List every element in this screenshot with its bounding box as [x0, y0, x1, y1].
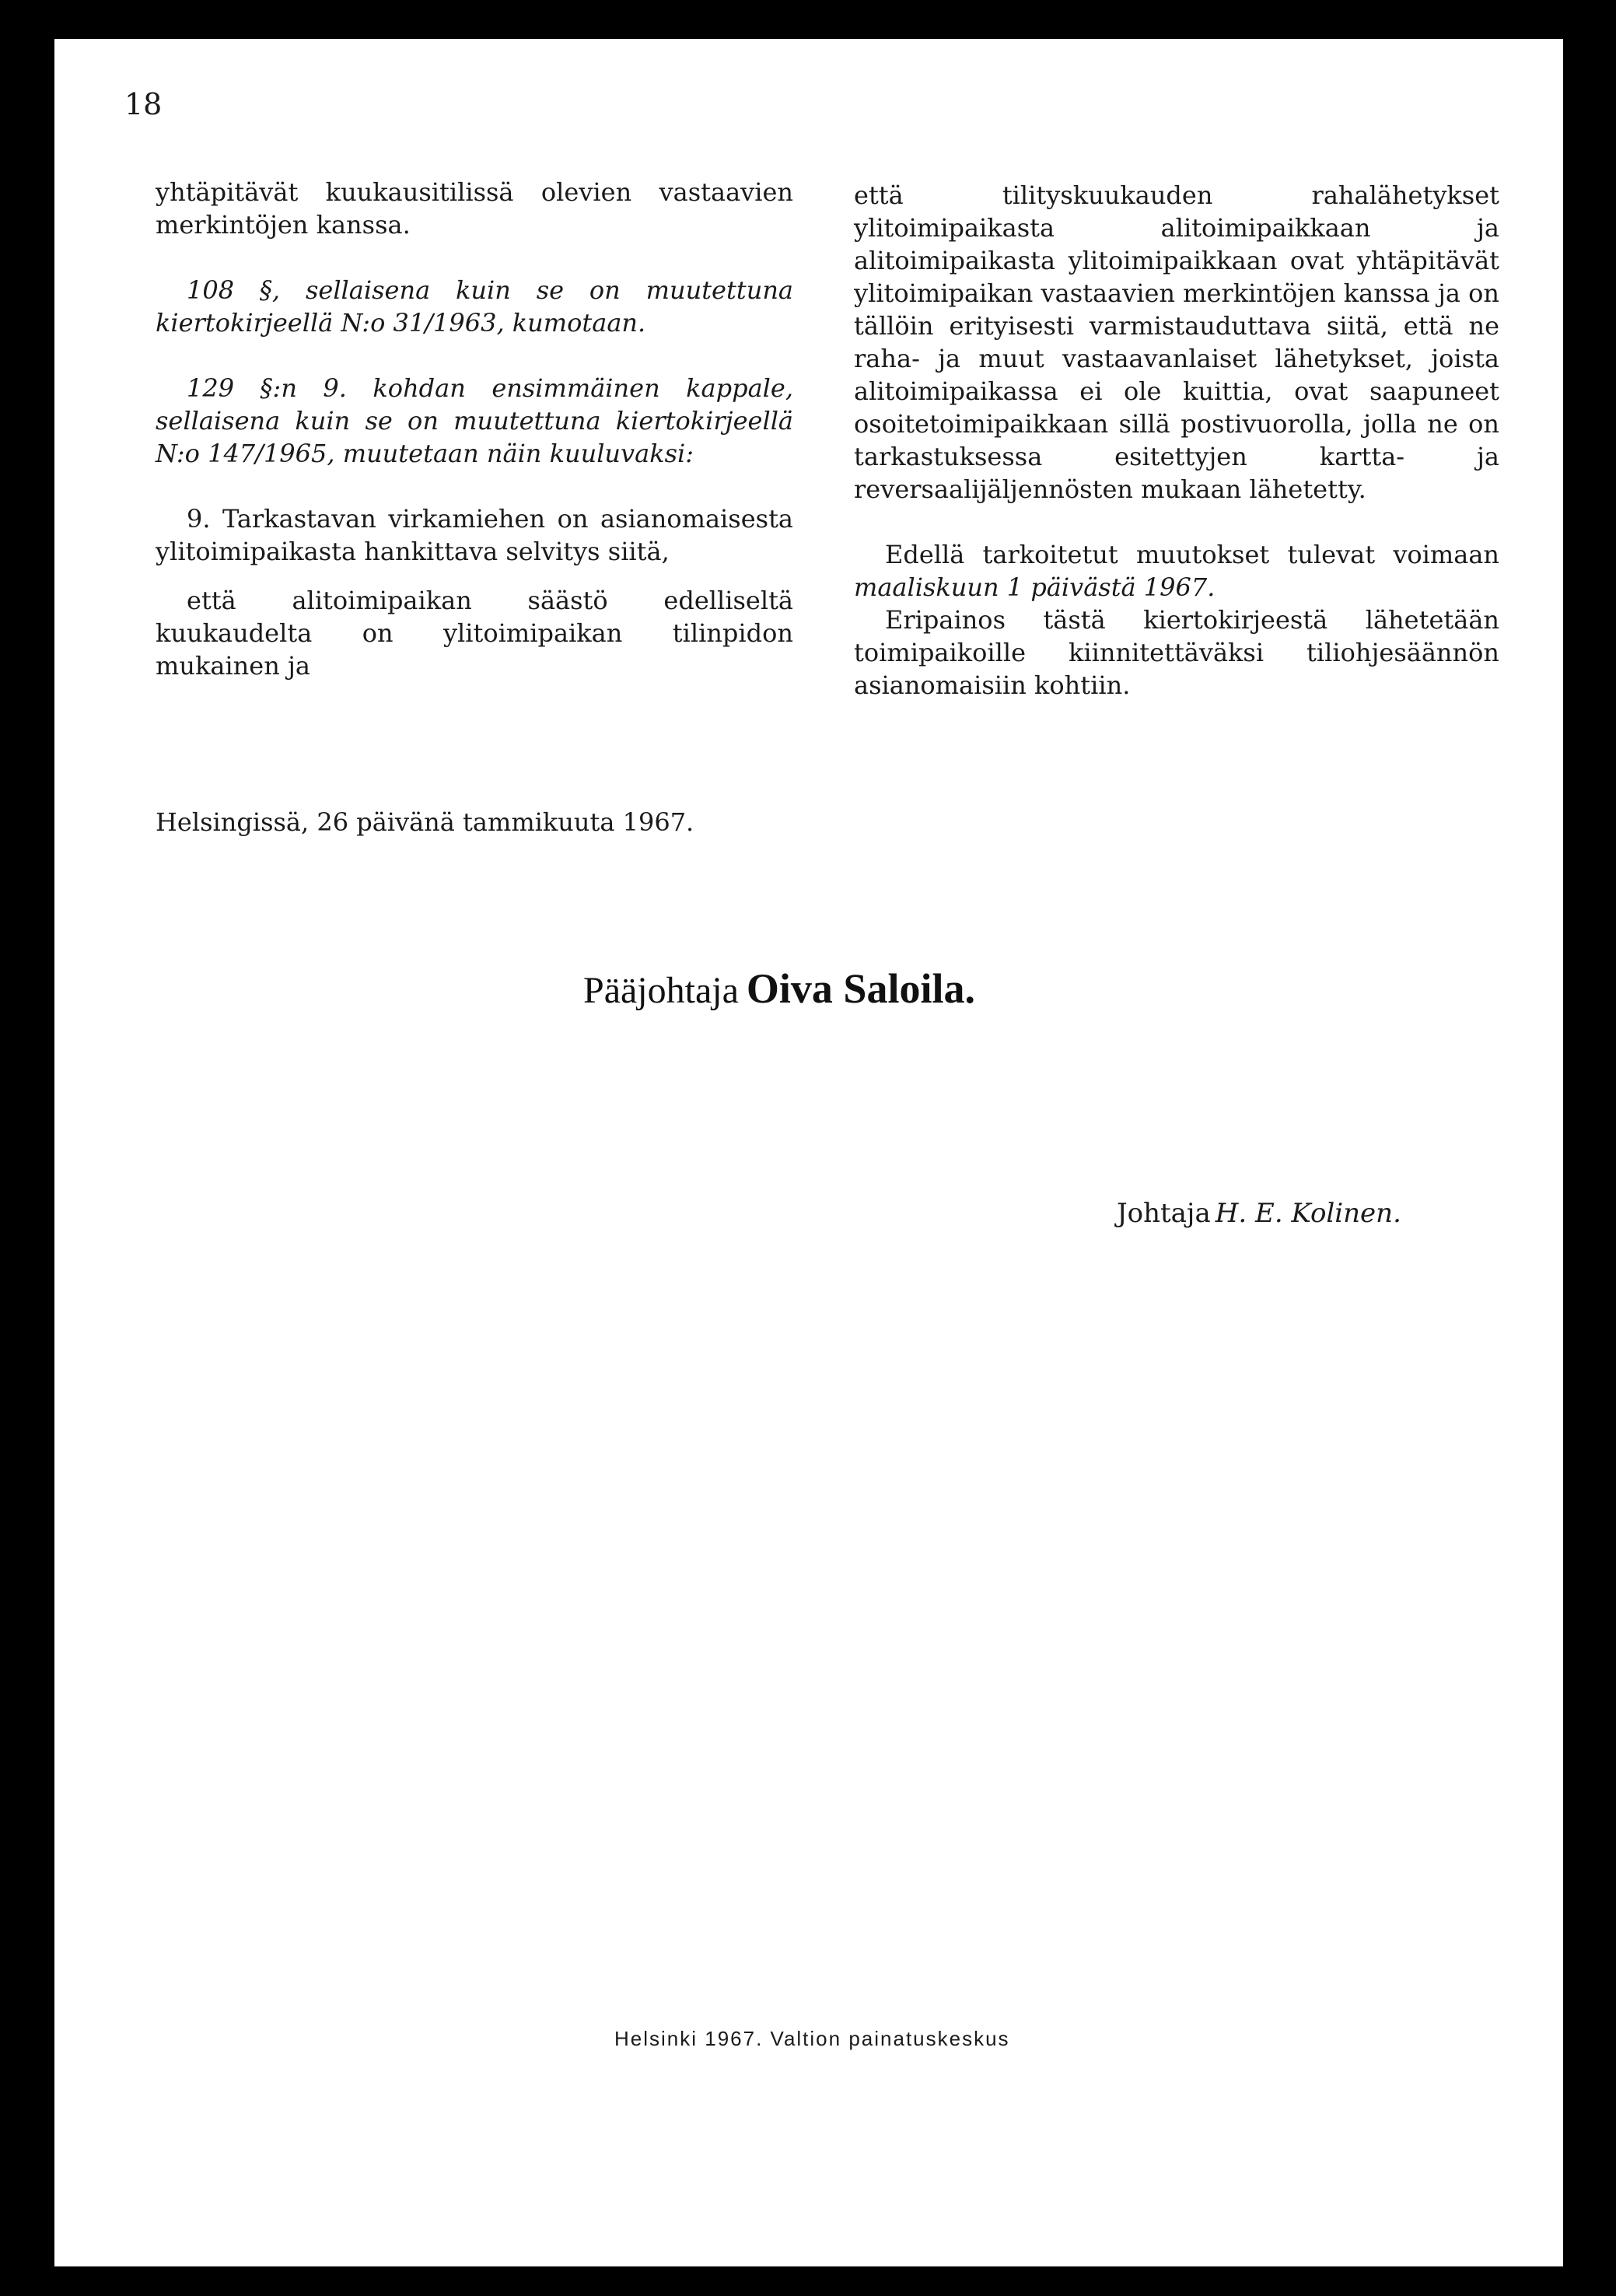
signature-name: Oiva Saloila. [746, 965, 975, 1012]
effective-date: maaliskuun 1 päivästä 1967. [854, 572, 1215, 602]
right-column [854, 179, 1499, 702]
signature-name: H. E. Kolinen. [1215, 1198, 1401, 1229]
scan-edge-left [39, 132, 53, 2240]
right-paragraph-2-text: Edellä tarkoitetut muutokset tulevat voimaan [885, 540, 1499, 569]
left-paragraph-5: että alitoimipaikan säästö edelliseltä kuukaudelta on ylitoimipaikan tilinpidon mukainen ja [156, 586, 793, 681]
left-paragraph-2: 108 §, sellaisena kuin se on muutettuna kiertokirjeellä N:o 31/1963, kumotaan. [156, 275, 793, 338]
signature-director [1117, 1198, 1401, 1229]
date-line: Helsingissä, 26 päivänä tammikuuta 1967. [156, 807, 694, 837]
page-number: 18 [124, 87, 163, 121]
signature-director-general [583, 964, 975, 1013]
right-paragraph-1: että tilityskuukauden rahalähetykset ylitoimipaikasta alitoimipaikkaan ja alitoimipaikasta ylitoimipaikkaan ovat yhtäpitävät ylitoimipaikan vastaavien merkintöjen kanssa ja on tällöin erityisesti varmistauduttava siitä, että ne raha- ja muut vastaavanlaiset lähetykset, joista alitoimipaikassa ei ole kuittia, ovat saapuneet osoitetoimipaikkaan sillä postivuorolla, jolla ne on tarkastuksessa esitettyjen kartta- ja reversaalijäljennösten mukaan lähetetty. [854, 180, 1499, 504]
scan-edge-right [1563, 22, 1582, 2285]
signature-role: Johtaja [1117, 1198, 1211, 1229]
printer-imprint: Helsinki 1967. Valtion painatuskeskus [614, 2027, 1010, 2050]
left-column [156, 176, 793, 682]
right-paragraph-3: Eripainos tästä kiertokirjeestä lähetetään toimipaikoille kiinnitettäväksi tiliohjesäännön asianomaisiin kohtiin. [854, 605, 1499, 700]
right-paragraph-2 [854, 538, 1499, 604]
signature-role: Pääjohtaja [583, 970, 739, 1011]
left-paragraph-3: 129 §:n 9. kohdan ensimmäinen kappale, sellaisena kuin se on muutettuna kiertokirjeellä N:o 147/1965, muutetaan näin kuuluvaksi: [156, 373, 793, 468]
left-paragraph-4: 9. Tarkastavan virkamiehen on asianomaisesta ylitoimipaikasta hankittava selvitys siitä, [156, 504, 793, 566]
left-paragraph-1: yhtäpitävät kuukausitilissä olevien vastaavien merkintöjen kanssa. [156, 177, 793, 240]
